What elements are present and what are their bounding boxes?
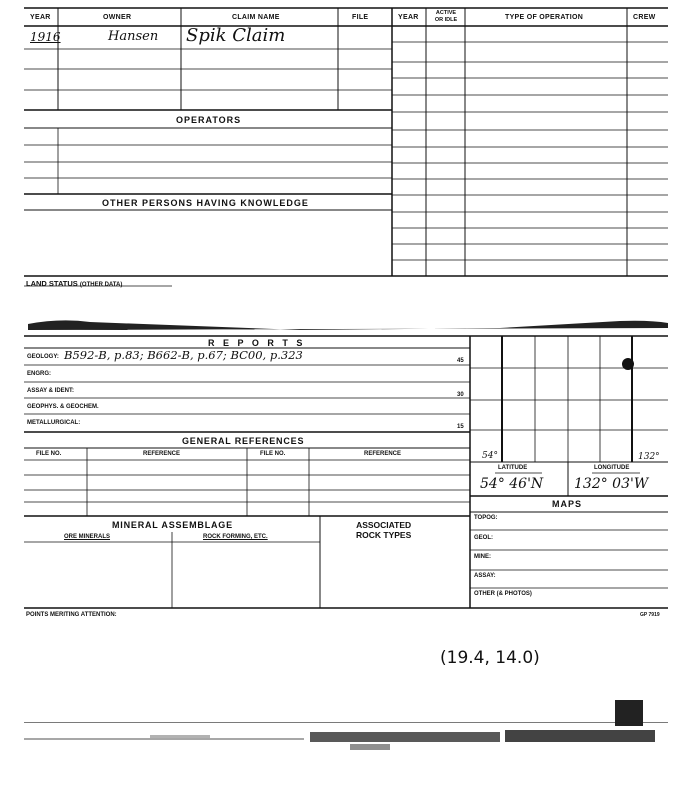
other-persons-title: OTHER PERSONS HAVING KNOWLEDGE (102, 198, 309, 208)
general-references-title: GENERAL REFERENCES (182, 436, 305, 446)
header-year: YEAR (30, 14, 51, 21)
coordinates-note: (19.4, 14.0) (440, 648, 540, 668)
maps-mine-label: MINE: (474, 554, 491, 560)
header-file: FILE (352, 14, 369, 21)
geology-value: B592-B, p.83; B662-B, p.67; BC00, p.323 (64, 348, 303, 362)
assay-ident-label: ASSAY & IDENT: (27, 388, 75, 394)
latitude-value: 54° 46'N (480, 476, 544, 492)
lat-corner: 54° (482, 451, 498, 461)
land-status-text: LAND STATUS (26, 279, 78, 288)
associated-text: ASSOCIATED (356, 520, 412, 530)
refs-reference-2: REFERENCE (364, 451, 402, 457)
header-active: ACTIVE (435, 10, 457, 16)
maps-assay-label: ASSAY: (474, 573, 496, 579)
maps-geol-label: GEOL: (474, 535, 493, 541)
metallurgical-label: METALLURGICAL: (27, 420, 81, 426)
header-type-of-operation: TYPE OF OPERATION (505, 14, 584, 21)
scale-30: 30 (457, 392, 464, 398)
refs-reference-1: REFERENCE (143, 451, 181, 457)
mineral-assemblage-title: MINERAL ASSEMBLAGE (112, 520, 233, 530)
ore-minerals-header: ORE MINERALS (64, 534, 111, 540)
engrg-label: ENGRG: (27, 371, 51, 377)
longitude-value: 132° 03'W (574, 476, 649, 492)
header-owner: OWNER (103, 14, 132, 21)
latitude-label: LATITUDE (498, 465, 528, 471)
refs-file-no-1: FILE NO. (36, 451, 62, 457)
entry-year: 1916 (30, 30, 61, 44)
points-meriting-attention: POINTS MERITING ATTENTION: (26, 612, 117, 618)
form-number: GP 7919 (640, 612, 660, 618)
header-active-idle (430, 10, 462, 24)
maps-topog-label: TOPOG: (474, 515, 498, 521)
entry-claim: Spik Claim (186, 25, 286, 46)
reports-title: R E P O R T S (208, 338, 306, 348)
scale-45: 45 (457, 358, 464, 364)
associated-rock-types-title (356, 520, 411, 540)
header-crew: CREW (633, 14, 656, 21)
header-idle: OR IDLE (434, 17, 458, 23)
refs-file-no-2: FILE NO. (260, 451, 286, 457)
maps-title: MAPS (552, 499, 583, 509)
longitude-label: LONGITUDE (594, 465, 630, 471)
maps-other-label: OTHER (& PHOTOS) (474, 591, 532, 597)
rock-forming-header: ROCK FORMING, ETC. (203, 534, 268, 540)
rock-types-text: ROCK TYPES (356, 530, 412, 540)
header-claim-name: CLAIM NAME (232, 14, 280, 21)
scale-15: 15 (457, 424, 464, 430)
operators-title: OPERATORS (176, 115, 242, 125)
geology-label: GEOLOGY: (27, 354, 59, 360)
land-status-note: (OTHER DATA) (79, 282, 123, 288)
header-year-2: YEAR (398, 14, 419, 21)
geophys-label: GEOPHYS. & GEOCHEM. (27, 404, 99, 410)
entry-owner: Hansen (108, 29, 159, 44)
land-status-label (26, 279, 122, 288)
lon-corner: 132° (638, 452, 660, 462)
